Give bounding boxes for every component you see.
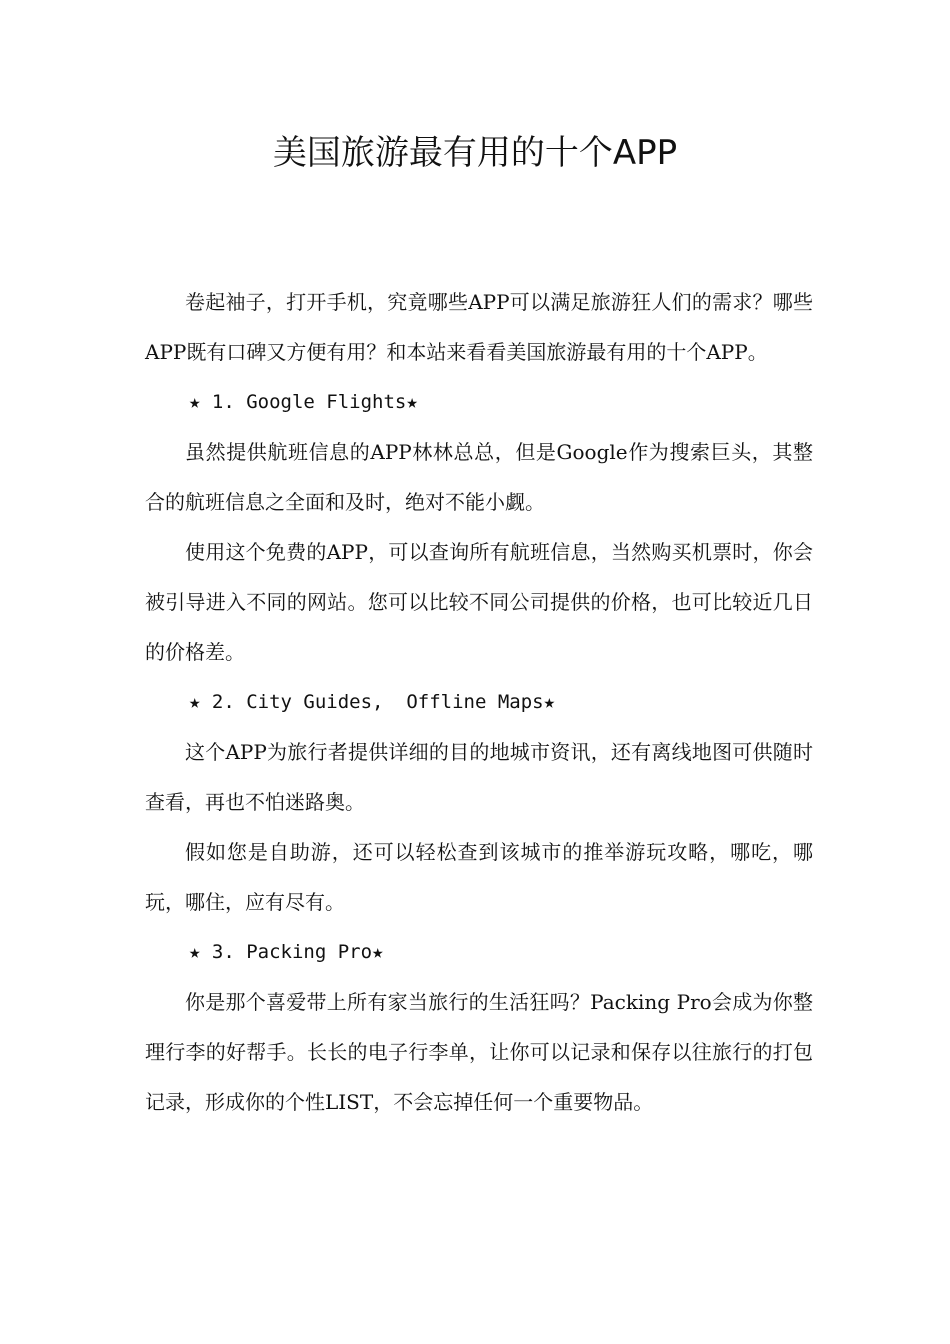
intro-paragraph: 卷起袖子，打开手机，究竟哪些APP可以满足旅游狂人们的需求？哪些APP既有口碑又方便有用？和本站来看看美国旅游最有用的十个APP。 [145,290,813,364]
section-1-paragraph-1: 虽然提供航班信息的APP林林总总，但是Google作为搜索巨头，其整合的航班信息之全面和及时，绝对不能小觑。 [145,440,813,514]
document-title: 美国旅游最有用的十个APP [272,133,678,173]
section-2-paragraph-1: 这个APP为旅行者提供详细的目的地城市资讯，还有离线地图可供随时查看，再也不怕迷路奥。 [145,740,813,814]
section-heading-1: ★ 1. Google Flights★ [189,391,418,413]
section-2-paragraph-2: 假如您是自助游，还可以轻松查到该城市的推举游玩攻略，哪吃，哪玩，哪住，应有尽有。 [145,840,813,914]
section-1-paragraph-2: 使用这个免费的APP，可以查询所有航班信息，当然购买机票时，你会被引导进入不同的网站。您可以比较不同公司提供的价格，也可比较近几日的价格差。 [145,540,813,664]
section-3-paragraph-1: 你是那个喜爱带上所有家当旅行的生活狂吗？Packing Pro会成为你整理行李的好帮手。长长的电子行李单，让你可以记录和保存以往旅行的打包记录，形成你的个性LIST，不会忘掉任何一个重要物品。 [145,990,813,1114]
document-body [145,277,813,1127]
section-heading-2: ★ 2. City Guides, Offline Maps★ [189,691,556,713]
section-heading-3: ★ 3. Packing Pro★ [189,941,384,963]
